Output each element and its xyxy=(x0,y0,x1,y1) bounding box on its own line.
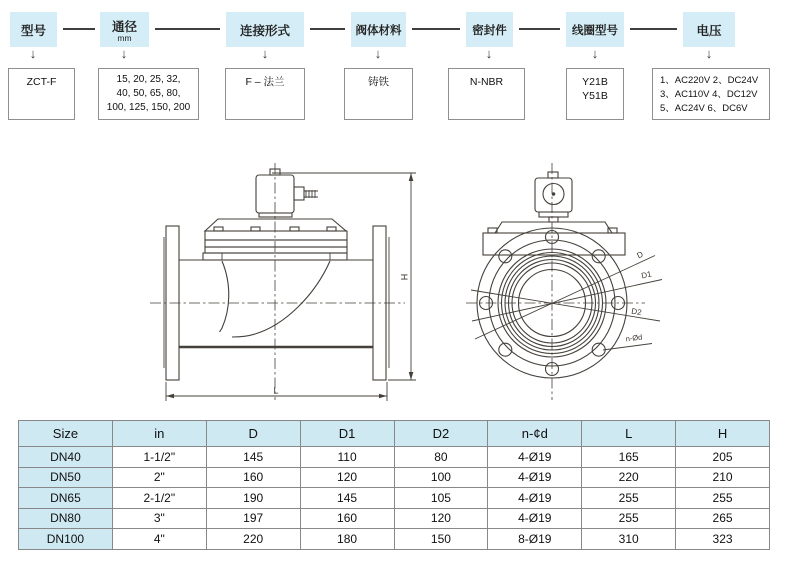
leader-line-n-od xyxy=(603,344,652,351)
selector-label-text: 通径 xyxy=(111,20,137,34)
coil-connector xyxy=(294,187,304,200)
arrowhead xyxy=(166,394,174,398)
selector-value-voltage xyxy=(652,68,770,120)
table-body xyxy=(19,447,770,550)
value-cell: 255 xyxy=(582,508,676,529)
arrowhead xyxy=(379,394,387,398)
arrowhead xyxy=(409,173,414,181)
value-cell: 1-1/2" xyxy=(112,447,206,468)
size-cell: DN65 xyxy=(19,488,113,509)
value-line: N-NBR xyxy=(469,76,504,88)
value-cell: 4-Ø19 xyxy=(488,488,582,509)
value-cell: 165 xyxy=(582,447,676,468)
size-cell: DN40 xyxy=(19,447,113,468)
connector-threads xyxy=(304,190,318,198)
value-line: ZCT-F xyxy=(26,76,57,88)
value-cell: 2" xyxy=(112,467,206,488)
column-header: n-¢d xyxy=(488,421,582,447)
selector-value-connection xyxy=(225,68,305,120)
size-cell: DN100 xyxy=(19,529,113,550)
connector-line xyxy=(519,28,560,30)
value-cell: 265 xyxy=(676,508,770,529)
dimension-label-L: L xyxy=(273,385,279,396)
bonnet-band xyxy=(205,247,347,253)
size-cell: DN50 xyxy=(19,467,113,488)
selector-value-coil-model xyxy=(566,68,624,120)
neck-flange-steps xyxy=(222,253,330,260)
value-cell: 210 xyxy=(676,467,770,488)
value-line: 铸铁 xyxy=(368,76,389,88)
down-arrow-icon: ↓ xyxy=(261,46,269,61)
diameter-label-D1: D1 xyxy=(640,269,653,281)
table-row xyxy=(19,529,770,550)
size-cell: DN80 xyxy=(19,508,113,529)
bolt-head xyxy=(251,227,260,231)
selector-label-text: 型号 xyxy=(20,23,46,38)
selector-label-voltage xyxy=(683,12,735,47)
down-arrow-icon: ↓ xyxy=(705,46,713,61)
coil-base xyxy=(539,212,568,217)
selector-label-text: 线圈型号 xyxy=(572,24,618,37)
diameter-label-D: D xyxy=(635,249,645,261)
connector-line xyxy=(155,28,220,30)
value-line: 3、AC110V 4、DC12V xyxy=(660,89,758,100)
value-cell: 323 xyxy=(676,529,770,550)
value-cell: 160 xyxy=(206,467,300,488)
side-view-drawing xyxy=(150,163,416,401)
selector-label-text: 阀体材料 xyxy=(355,24,402,37)
down-arrow-icon: ↓ xyxy=(485,46,493,61)
value-cell: 8-Ø19 xyxy=(488,529,582,550)
value-cell: 255 xyxy=(676,488,770,509)
down-arrow-icon: ↓ xyxy=(29,46,37,61)
value-line: Y51B xyxy=(582,90,608,102)
connector-line xyxy=(310,28,345,30)
table-row xyxy=(19,467,770,488)
value-line: 1、AC220V 2、DC24V xyxy=(660,75,759,86)
selector-label-body-material xyxy=(351,12,406,47)
value-cell: 160 xyxy=(300,508,394,529)
value-line: 100, 125, 150, 200 xyxy=(106,102,191,113)
value-cell: 220 xyxy=(206,529,300,550)
front-view-drawing xyxy=(466,163,662,400)
value-cell: 180 xyxy=(300,529,394,550)
value-cell: 205 xyxy=(676,447,770,468)
value-cell: 150 xyxy=(394,529,488,550)
connector-line xyxy=(412,28,460,30)
bonnet-band xyxy=(205,231,347,240)
selector-value-diameter xyxy=(98,68,199,120)
value-cell: 145 xyxy=(206,447,300,468)
value-cell: 220 xyxy=(582,467,676,488)
column-header: D1 xyxy=(300,421,394,447)
selector-label-diameter xyxy=(100,12,149,47)
value-cell: 105 xyxy=(394,488,488,509)
value-cell: 4-Ø19 xyxy=(488,447,582,468)
connector-line xyxy=(63,28,95,30)
selector-label-text: 密封件 xyxy=(472,24,507,37)
column-header: H xyxy=(676,421,770,447)
column-header: in xyxy=(112,421,206,447)
dimension-label-H: H xyxy=(399,273,410,281)
value-cell: 120 xyxy=(300,467,394,488)
dimension-L xyxy=(166,382,387,401)
table-row xyxy=(19,488,770,509)
down-arrow-icon: ↓ xyxy=(120,46,128,61)
bolt-head xyxy=(214,227,223,231)
table-row xyxy=(19,447,770,468)
valve-drawing-svg xyxy=(0,148,790,410)
selector-label-model xyxy=(10,12,57,47)
value-cell: 3" xyxy=(112,508,206,529)
bonnet-top-plate xyxy=(205,219,346,231)
value-cell: 190 xyxy=(206,488,300,509)
column-header: Size xyxy=(19,421,113,447)
value-cell: 110 xyxy=(300,447,394,468)
selector-label-coil-model xyxy=(566,12,624,47)
table-head-row xyxy=(19,421,770,447)
value-cell: 100 xyxy=(394,467,488,488)
value-line: 40, 50, 65, 80, xyxy=(116,88,181,99)
value-cell: 120 xyxy=(394,508,488,529)
arrowhead xyxy=(409,372,414,380)
value-cell: 80 xyxy=(394,447,488,468)
value-cell: 145 xyxy=(300,488,394,509)
column-header: D xyxy=(206,421,300,447)
value-line: Y21B xyxy=(582,76,608,88)
coil-base xyxy=(259,213,292,217)
selector-value-body-material xyxy=(344,68,413,120)
down-arrow-icon: ↓ xyxy=(591,46,599,61)
value-cell: 4" xyxy=(112,529,206,550)
coil-screw xyxy=(548,172,558,178)
coil-neck xyxy=(549,217,558,222)
selector-value-model xyxy=(8,68,75,120)
dimension-table xyxy=(18,420,770,550)
body-curve-left xyxy=(220,261,229,332)
connector-line xyxy=(630,28,677,30)
selector-sublabel-text: mm xyxy=(117,33,132,43)
value-cell: 310 xyxy=(582,529,676,550)
coil-center-dot xyxy=(552,192,556,196)
value-cell: 4-Ø19 xyxy=(488,467,582,488)
selector-label-seal xyxy=(466,12,513,47)
selector-label-text: 电压 xyxy=(696,23,722,38)
value-line: 5、AC24V 6、DC6V xyxy=(660,103,748,114)
bolt-head xyxy=(290,227,299,231)
diameter-leaders xyxy=(471,250,662,350)
selector-value-seal xyxy=(448,68,525,120)
selector-label-text: 连接形式 xyxy=(239,23,290,38)
diameter-label-n-od: n-Ød xyxy=(625,332,643,344)
value-cell: 4-Ø19 xyxy=(488,508,582,529)
value-cell: 255 xyxy=(582,488,676,509)
body-curve-right xyxy=(232,261,330,337)
value-line: F – 法兰 xyxy=(245,76,285,88)
diameter-label-D2: D2 xyxy=(630,306,643,318)
selector-label-connection xyxy=(226,12,304,47)
table-row xyxy=(19,508,770,529)
technical-drawings xyxy=(0,148,790,415)
down-arrow-icon: ↓ xyxy=(374,46,382,61)
value-line: 15, 20, 25, 32, xyxy=(116,74,181,85)
column-header: L xyxy=(582,421,676,447)
bonnet-band xyxy=(205,240,347,247)
bolt-head xyxy=(327,227,336,231)
column-header: D2 xyxy=(394,421,488,447)
value-cell: 2-1/2" xyxy=(112,488,206,509)
value-cell: 197 xyxy=(206,508,300,529)
